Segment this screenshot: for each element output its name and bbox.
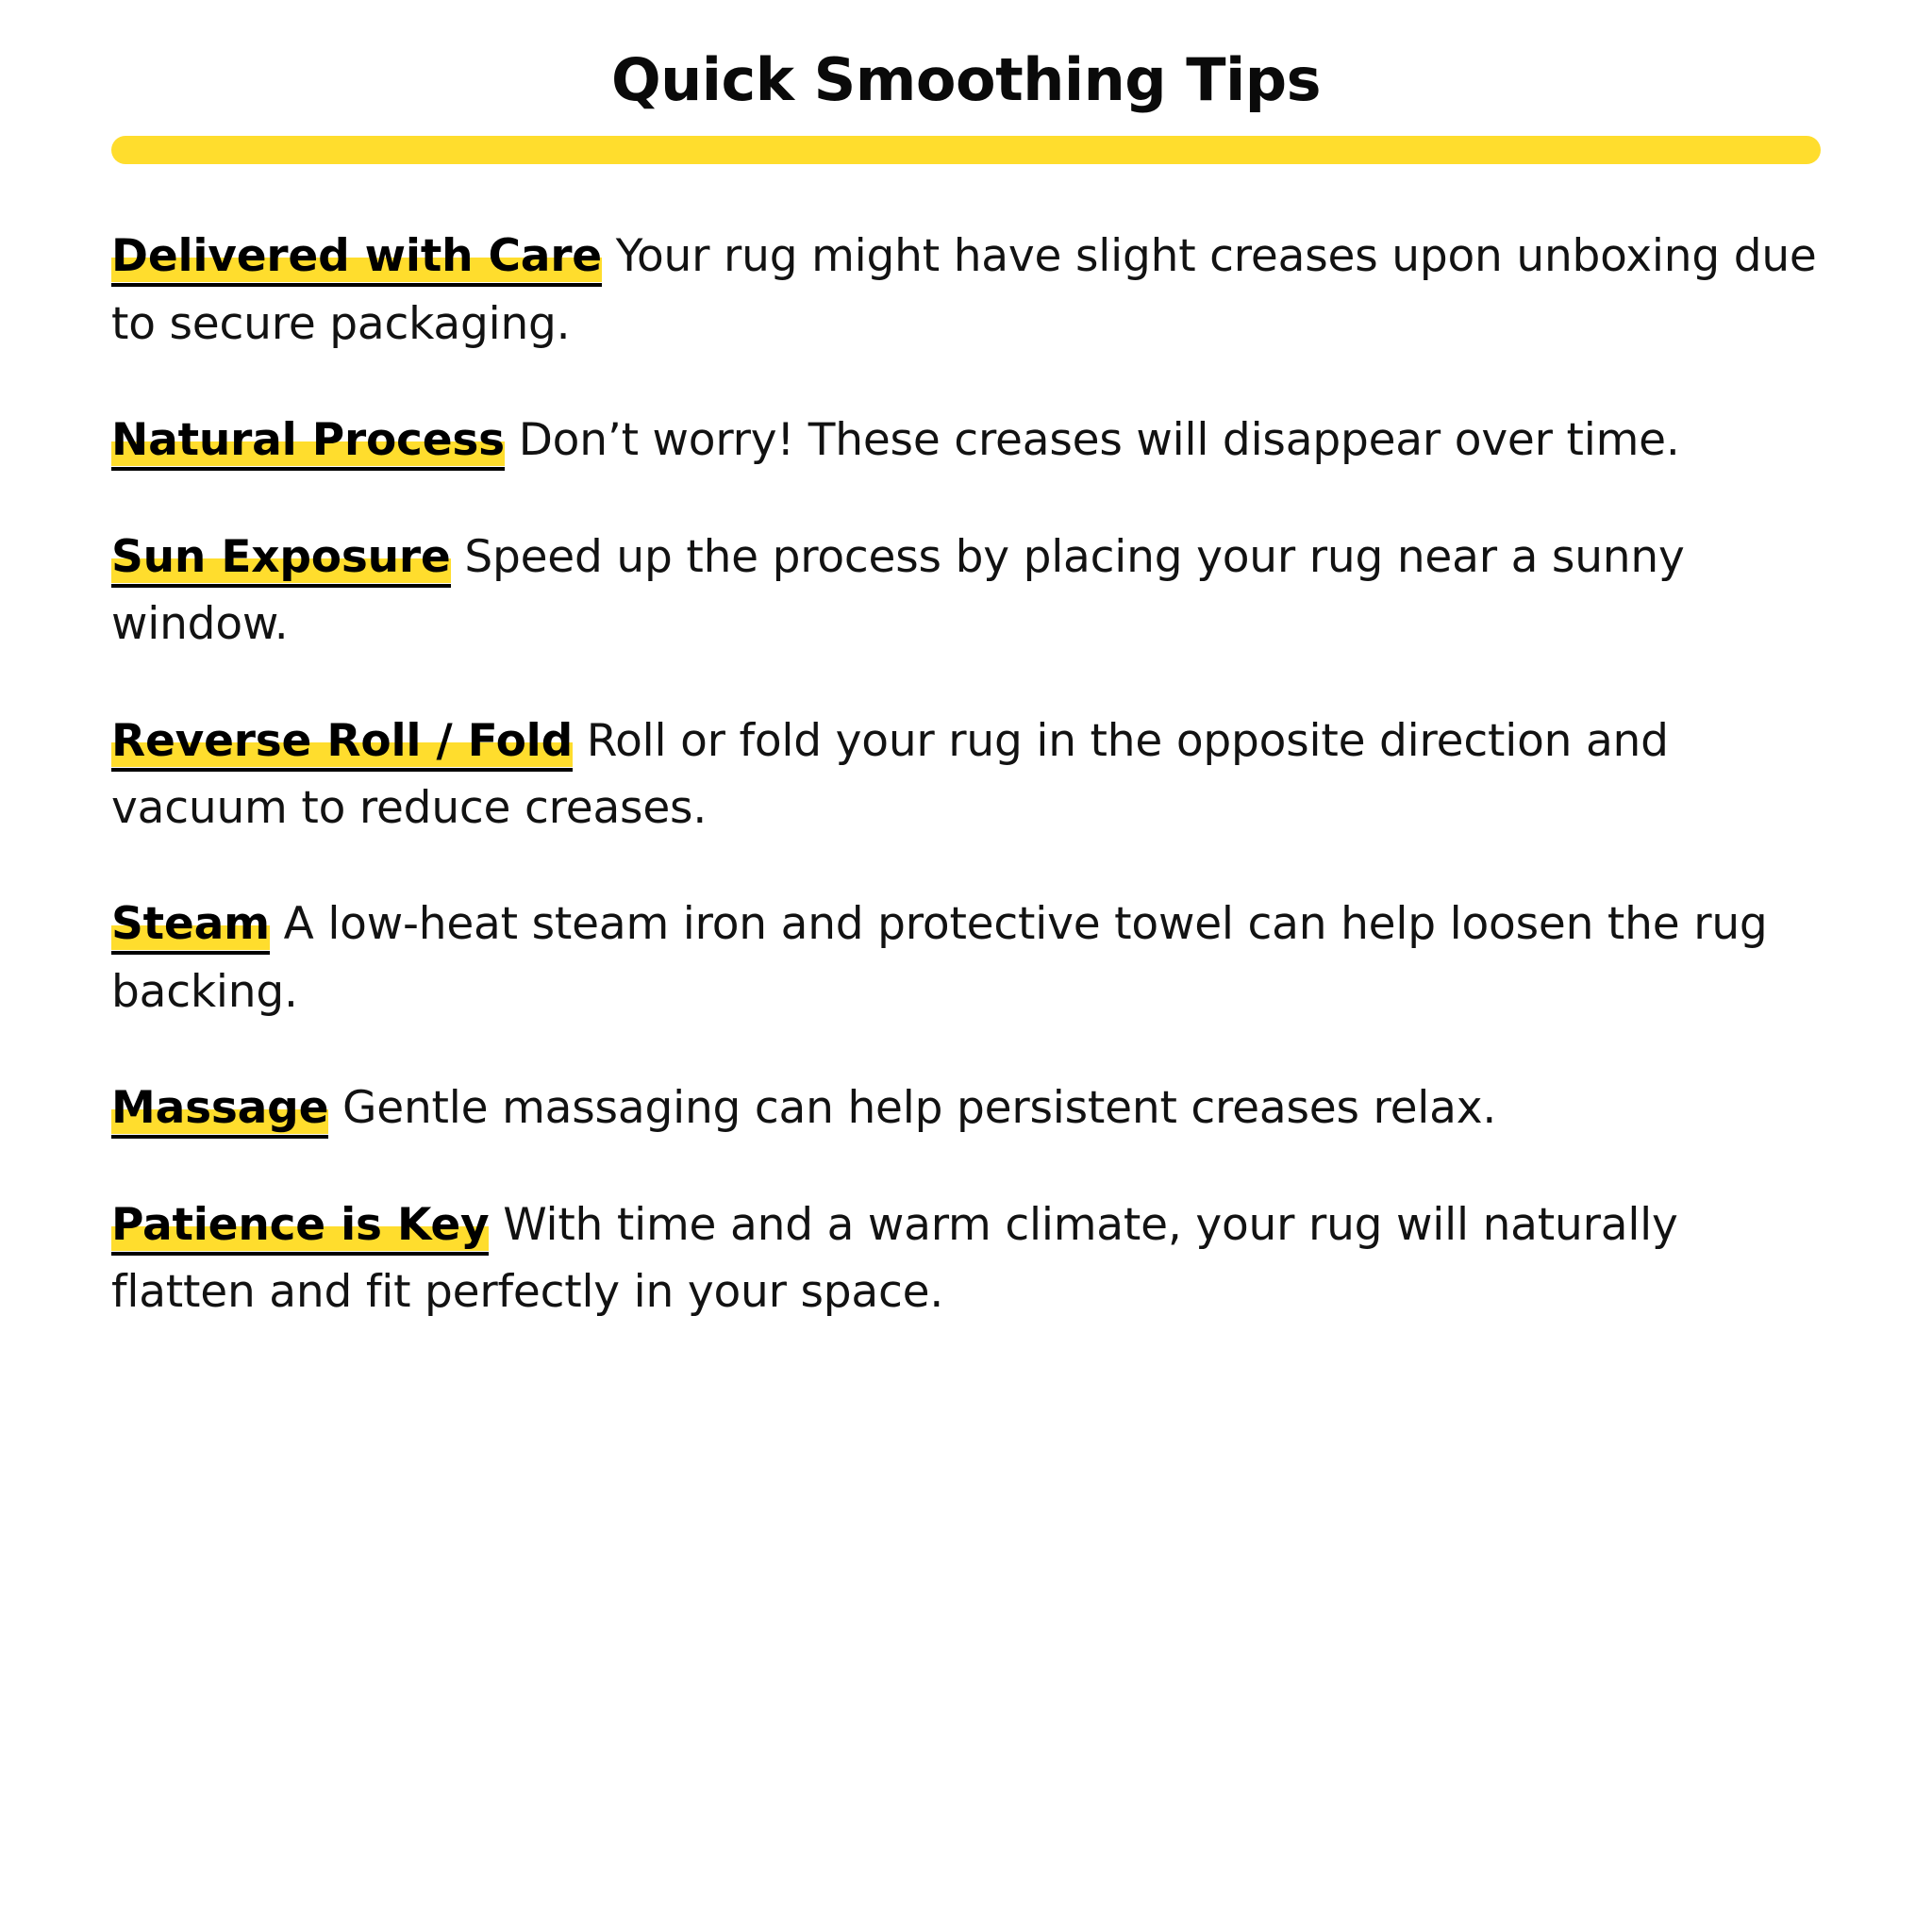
tip-term (111, 1082, 328, 1136)
tip-body: With time and a warm climate, your rug will naturally flatten and fit perfectly in your space. (111, 1198, 1678, 1319)
title-highlight-bar (111, 136, 1821, 164)
tip-body: Don’t worry! These creases will disappear over time. (504, 414, 1680, 467)
tip-term (111, 230, 602, 284)
tip-term (111, 1199, 489, 1253)
list-item (111, 891, 1821, 1025)
list-item (111, 223, 1821, 358)
tip-body: Your rug might have slight creases upon unboxing due to secure packaging. (111, 230, 1817, 350)
tip-term-text: Steam (111, 898, 270, 955)
list-item (111, 407, 1821, 474)
tip-body: Speed up the process by placing your rug near a sunny window. (111, 530, 1685, 651)
tip-term-text: Massage (111, 1082, 328, 1139)
list-item (111, 1191, 1821, 1326)
tips-list (111, 223, 1821, 1325)
list-item (111, 1074, 1821, 1141)
tip-term-text: Patience is Key (111, 1199, 489, 1256)
list-item (111, 524, 1821, 658)
tip-body: Roll or fold your rug in the opposite direction and vacuum to reduce creases. (111, 714, 1669, 835)
tip-term (111, 414, 505, 468)
page-title: Quick Smoothing Tips (610, 45, 1322, 114)
tip-body: Gentle massaging can help persistent creases relax. (328, 1082, 1497, 1135)
tip-term-text: Reverse Roll / Fold (111, 715, 573, 772)
tip-term-text: Delivered with Care (111, 230, 602, 287)
tip-term (111, 715, 573, 769)
tip-term-text: Natural Process (111, 414, 505, 471)
tip-term (111, 898, 270, 952)
list-item (111, 708, 1821, 842)
tip-term (111, 531, 451, 585)
tip-body: A low-heat steam iron and protective towel can help loosen the rug backing. (111, 898, 1768, 1018)
tip-term-text: Sun Exposure (111, 531, 451, 588)
